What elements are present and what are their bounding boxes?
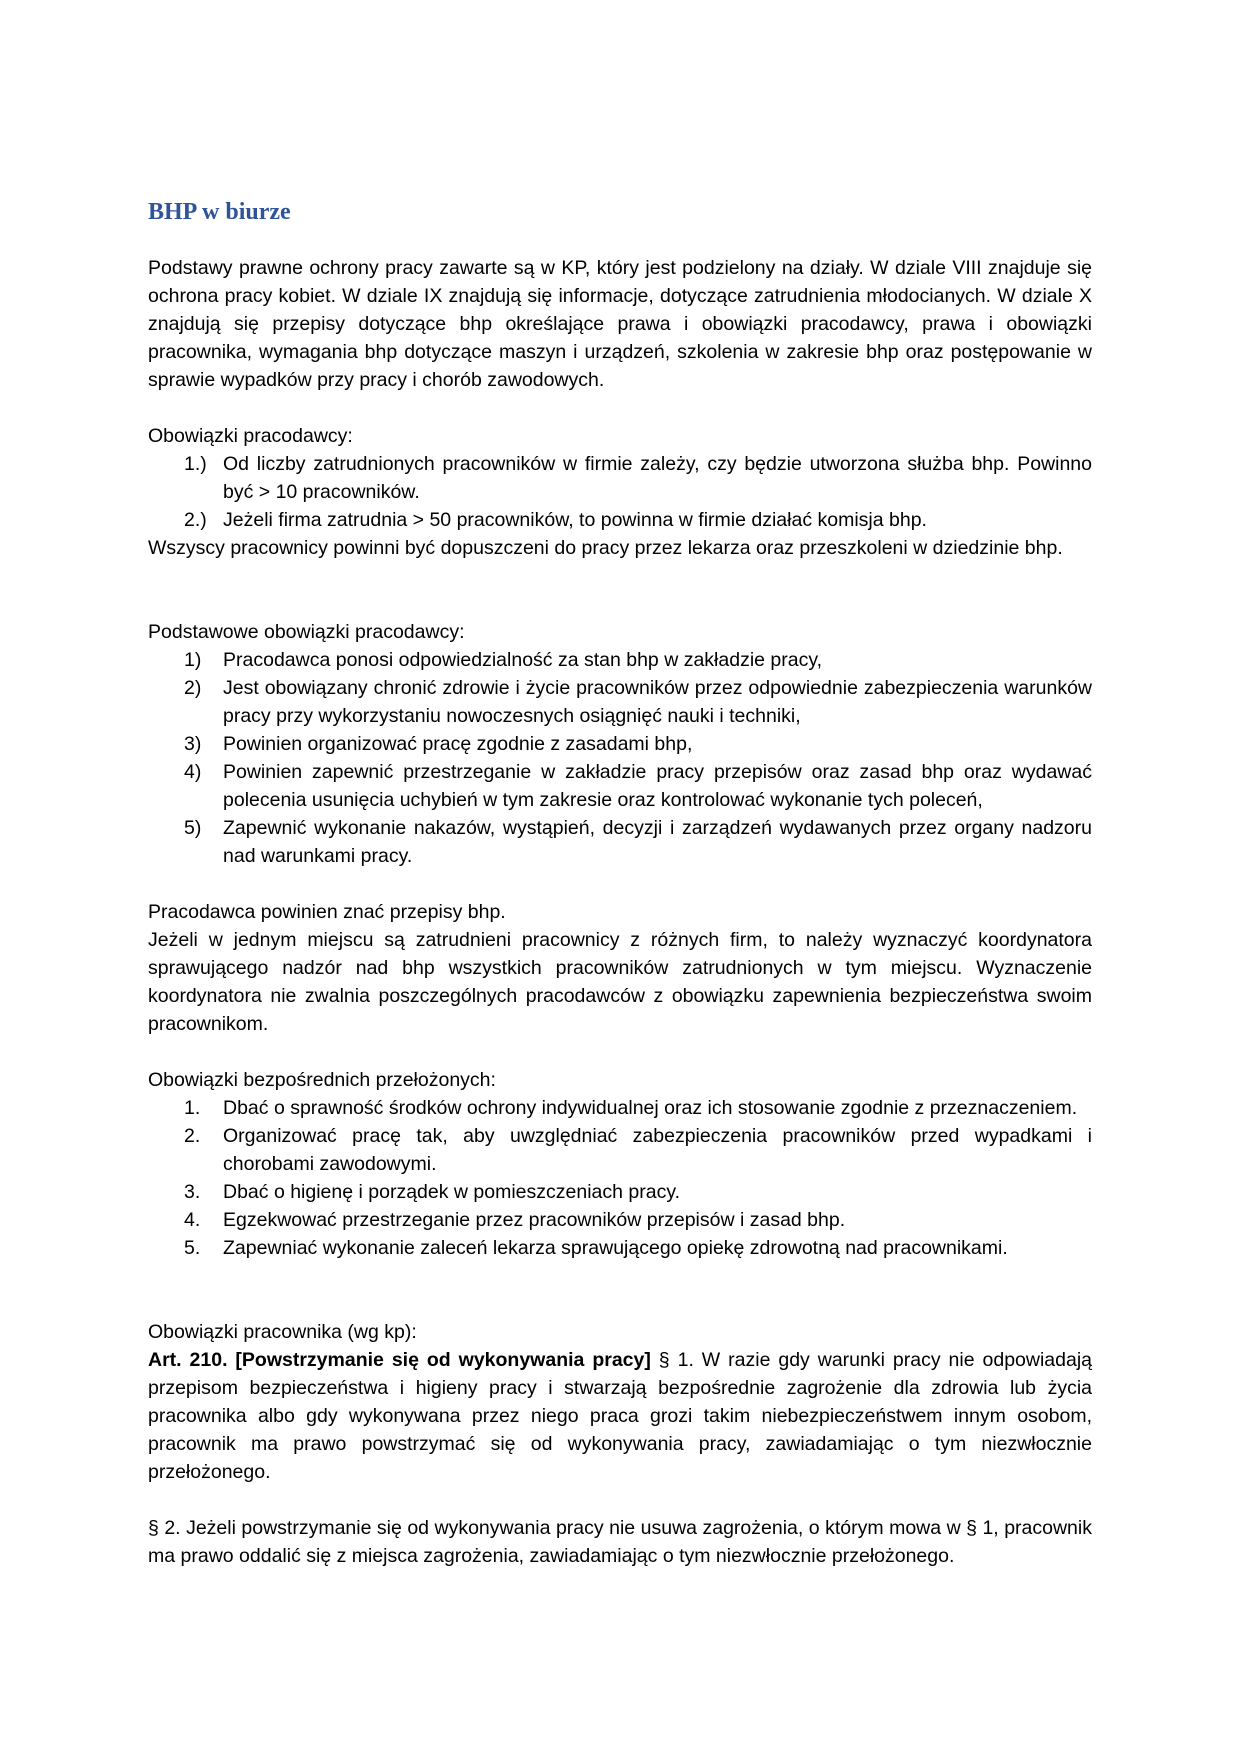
list-item <box>148 814 1092 870</box>
list-number: 5. <box>184 1237 201 1259</box>
section-basic-employer-duties <box>148 618 1092 870</box>
section-heading: Obowiązki pracownika (wg kp): <box>148 1321 417 1343</box>
supervisor-duties-list <box>148 1094 1092 1262</box>
list-text: Zapewnić wykonanie nakazów, wystąpień, decyzji i zarządzeń wydawanych przez organy nadzoru nad warunkami pracy. <box>223 817 1092 867</box>
list-number: 4. <box>184 1209 201 1231</box>
section-heading: Podstawowe obowiązki pracodawcy: <box>148 621 465 643</box>
list-number: 2. <box>184 1125 201 1147</box>
article-title: Art. 210. [Powstrzymanie się od wykonywania pracy] <box>148 1349 651 1371</box>
list-number: 1.) <box>184 453 207 475</box>
list-number: 3) <box>184 733 202 755</box>
list-item <box>148 1094 1092 1122</box>
list-text: Egzekwować przestrzeganie przez pracowników przepisów i zasad bhp. <box>223 1209 846 1231</box>
list-item <box>148 1206 1092 1234</box>
list-text: Od liczby zatrudnionych pracowników w firmie zależy, czy będzie utworzona służba bhp. Powinno być > 10 pracowników. <box>223 453 1092 503</box>
coordinator-paragraph: Jeżeli w jednym miejscu są zatrudnieni pracownicy z różnych firm, to należy wyznaczyć koordynatora sprawującego nadzór nad bhp wszystkich pracowników zatrudnionych w tym miejscu. Wyznaczenie koordynatora nie zwalnia poszczególnych pracodawców z obowiązku zapewnienia bezpieczeństwa swoim pracownikom. <box>148 929 1092 1035</box>
article-210-paragraph <box>148 1346 1092 1486</box>
section-heading: Pracodawca powinien znać przepisy bhp. <box>148 901 506 923</box>
list-number: 4) <box>184 761 202 783</box>
list-text: Pracodawca ponosi odpowiedzialność za stan bhp w zakładzie pracy, <box>223 649 823 671</box>
list-number: 2.) <box>184 509 207 531</box>
list-text: Organizować pracę tak, aby uwzględniać zabezpieczenia pracowników przed wypadkami i chorobami zawodowymi. <box>223 1125 1092 1175</box>
employees-paragraph: Wszyscy pracownicy powinni być dopuszczeni do pracy przez lekarza oraz przeszkoleni w dziedzinie bhp. <box>148 537 1063 559</box>
list-item <box>148 450 1092 506</box>
employer-duties-list <box>148 450 1092 534</box>
section-employee-duties <box>148 1318 1092 1486</box>
list-number: 1. <box>184 1097 201 1119</box>
section-heading: Obowiązki pracodawcy: <box>148 425 353 447</box>
list-item <box>148 1234 1092 1262</box>
section-supervisor-duties <box>148 1066 1092 1262</box>
list-item <box>148 758 1092 814</box>
section-heading: Obowiązki bezpośrednich przełożonych: <box>148 1069 496 1091</box>
list-text: Dbać o higienę i porządek w pomieszczeniach pracy. <box>223 1181 681 1203</box>
list-item <box>148 646 1092 674</box>
intro-paragraph: Podstawy prawne ochrony pracy zawarte są w KP, który jest podzielony na działy. W dziale VIII znajduje się ochrona pracy kobiet. W dziale IX znajdują się informacje, dotyczące zatrudnienia młodocianych. W dziale X znajdują się przepisy dotyczące bhp określające prawa i obowiązki pracodawcy, prawa i obowiązki pracownika, wymagania bhp dotyczące maszyn i urządzeń, szkolenia w zakresie bhp oraz postępowanie w sprawie wypadków przy pracy i chorób zawodowych. <box>148 257 1092 391</box>
list-item <box>148 674 1092 730</box>
list-text: Powinien organizować pracę zgodnie z zasadami bhp, <box>223 733 693 755</box>
list-text: Jest obowiązany chronić zdrowie i życie pracowników przez odpowiednie zabezpieczenia warunków pracy przy wykorzystaniu nowoczesnych osiągnięć nauki i techniki, <box>223 677 1092 727</box>
section-employer-duties <box>148 422 1092 562</box>
list-number: 2) <box>184 677 202 699</box>
list-text: Powinien zapewnić przestrzeganie w zakładzie pracy przepisów oraz zasad bhp oraz wydawać polecenia usunięcia uchybień w tym zakresie oraz kontrolować wykonanie tych poleceń, <box>223 761 1092 811</box>
list-item <box>148 506 1092 534</box>
list-number: 5) <box>184 817 202 839</box>
list-item <box>148 730 1092 758</box>
section-coordinator <box>148 898 1092 1038</box>
list-text: Dbać o sprawność środków ochrony indywidualnej oraz ich stosowanie zgodnie z przeznaczeniem. <box>223 1097 1078 1119</box>
article-text: § 1. W razie gdy warunki pracy nie odpowiadają przepisom bezpieczeństwa i higieny pracy i stwarzają bezpośrednie zagrożenie dla zdrowia lub życia pracownika albo gdy wykonywana przez niego praca grozi takim niebezpieczeństwem innym osobom, pracownik ma prawo powstrzymać się od wykonywania pracy, zawiadamiając o tym niezwłocznie przełożonego. <box>148 1349 1093 1483</box>
list-number: 3. <box>184 1181 201 1203</box>
list-item <box>148 1178 1092 1206</box>
basic-duties-list <box>148 646 1092 870</box>
list-text: Jeżeli firma zatrudnia > 50 pracowników, to powinna w firmie działać komisja bhp. <box>223 509 927 531</box>
document-title: BHP w biurze <box>148 199 291 225</box>
list-text: Zapewniać wykonanie zaleceń lekarza sprawującego opiekę zdrowotną nad pracownikami. <box>223 1237 1008 1259</box>
list-number: 1) <box>184 649 202 671</box>
list-item <box>148 1122 1092 1178</box>
paragraph-2: § 2. Jeżeli powstrzymanie się od wykonywania pracy nie usuwa zagrożenia, o którym mowa w § 1, pracownik ma prawo oddalić się z miejsca zagrożenia, zawiadamiając o tym niezwłocznie przełożonego. <box>148 1517 1092 1567</box>
